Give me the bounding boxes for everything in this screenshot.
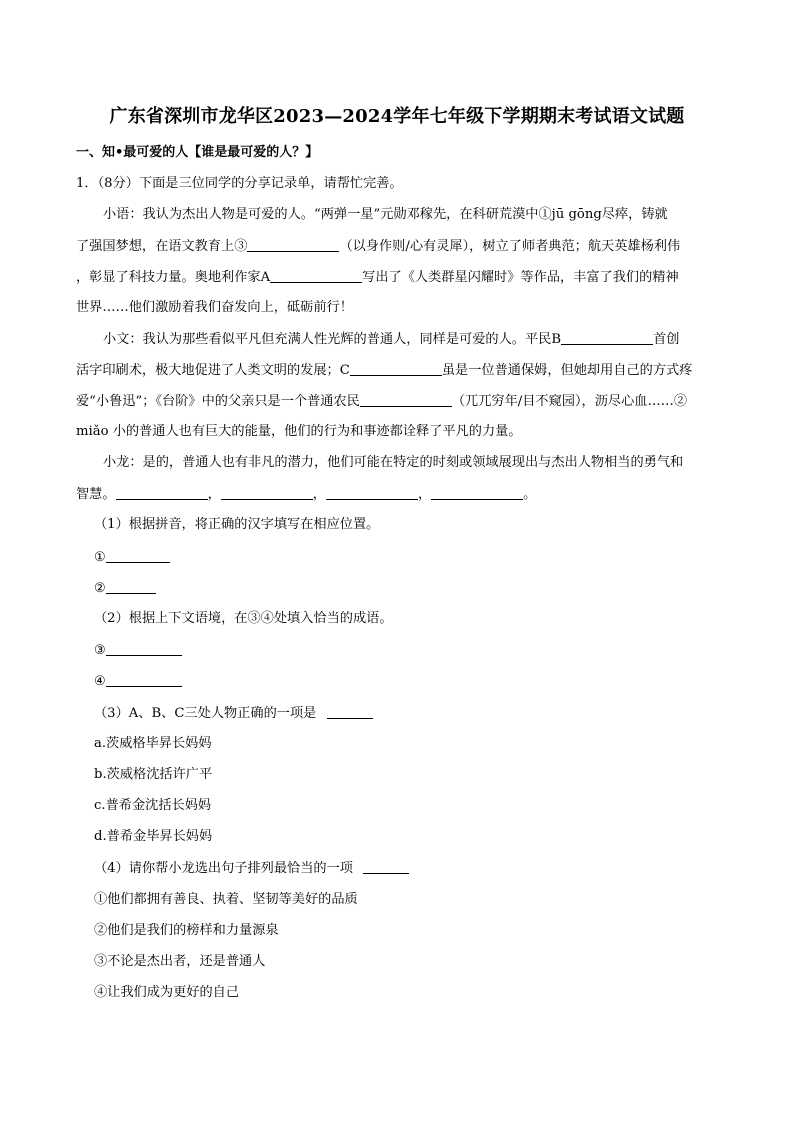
text-segment: （兀兀穷年/目不窥园），沥尽心血……② <box>451 394 688 409</box>
text-segment: 活字印刷术，极大地促进了人类文明的发展；C <box>76 363 350 378</box>
question-stem: 1．（8分）下面是三位同学的分享记录单，请帮忙完善。 <box>76 176 403 191</box>
text-segment: ，彰显了科技力量。奥地利作家A <box>76 270 271 285</box>
answer-blank-c[interactable] <box>350 361 442 376</box>
sentence-blank-2[interactable] <box>221 485 313 500</box>
sub-question-2: （2）根据上下文语境，在③④处填入恰当的成语。 <box>94 611 393 626</box>
circle-number: ① <box>94 550 106 565</box>
answer-blank-a[interactable] <box>270 268 362 283</box>
exam-title: 广东省深圳市龙华区2023—2024学年七年级下学期期末考试语文试题 <box>109 106 685 127</box>
sub-question-1: （1）根据拼音，将正确的汉字填写在相应位置。 <box>94 517 380 532</box>
choice-blank-4[interactable] <box>363 859 409 874</box>
text-segment: （以身作则/心有灵犀），树立了师者典范；航天英雄杨利伟 <box>339 239 681 254</box>
circle-number: ④ <box>94 674 106 689</box>
answer-field-4[interactable] <box>106 672 182 687</box>
sub-question-4 <box>94 859 409 878</box>
sub-question-3 <box>94 704 373 723</box>
paragraph-xiaolong-line2 <box>76 485 536 504</box>
answer-field-1[interactable] <box>106 548 170 563</box>
answer-field-3[interactable] <box>106 641 182 656</box>
sub-question-4-text: （4）请你帮小龙选出句子排列最恰当的一项 <box>94 861 353 876</box>
answer-blank-4[interactable] <box>360 392 452 407</box>
period: 。 <box>523 487 537 502</box>
sentence-3: ③不论是杰出者，还是普通人 <box>94 954 266 969</box>
option-b[interactable]: b.茨威格沈括许广平 <box>94 767 213 782</box>
text-segment: 写出了《人类群星闪耀时》等作品，丰富了我们的精神 <box>362 270 679 285</box>
sentence-blank-4[interactable] <box>431 485 523 500</box>
sentence-4: ④让我们成为更好的自己 <box>94 985 240 1000</box>
paragraph-xiaoyu-line1: 小语：我认为杰出人物是可爱的人。“两弹一星”元勋邓稼先，在科研荒漠中①jū gōng尽瘁，铸就 <box>103 207 668 222</box>
paragraph-xiaoyu-line4: 世界……他们激励着我们奋发向上，砥砺前行！ <box>76 300 353 315</box>
text-segment: 小文：我认为那些看似平凡但充满人性光辉的普通人，同样是可爱的人。平民B <box>103 332 562 347</box>
circle-number: ③ <box>94 643 106 658</box>
sentence-2: ②他们是我们的榜样和力量源泉 <box>94 923 279 938</box>
sentence-1: ①他们都拥有善良、执着、坚韧等美好的品质 <box>94 892 358 907</box>
paragraph-xiaoyu-line3 <box>76 268 679 287</box>
text-segment: 首创 <box>653 332 680 347</box>
paragraph-xiaowen-line2 <box>76 361 692 380</box>
text-segment: 了强国梦想，在语文教育上③ <box>76 239 248 254</box>
answer-line-3 <box>94 641 182 660</box>
paragraph-xiaowen-line1 <box>103 330 679 349</box>
text-segment: 智慧。 <box>76 487 116 502</box>
paragraph-xiaowen-line3 <box>76 392 687 411</box>
comma: ， <box>417 487 432 502</box>
answer-blank-b[interactable] <box>561 330 653 345</box>
answer-line-1 <box>94 548 170 567</box>
comma: ， <box>312 487 326 502</box>
sub-question-3-text: （3）A、B、C三处人物正确的一项是 <box>94 706 317 721</box>
sentence-blank-1[interactable] <box>116 485 208 500</box>
paragraph-xiaolong-line1: 小龙：是的，普通人也有非凡的潜力，他们可能在特定的时刻或领域展现出与杰出人物相当的勇气和 <box>103 455 684 470</box>
text-segment: 虽是一位普通保姆，但她却用自己的方式疼 <box>441 363 693 378</box>
answer-blank-3[interactable] <box>247 237 339 252</box>
answer-line-4 <box>94 672 182 691</box>
answer-field-2[interactable] <box>106 579 156 594</box>
text-segment: 爱“小鲁迅”；《台阶》中的父亲只是一个普通农民 <box>76 394 360 409</box>
paragraph-xiaoyu-line2 <box>76 237 680 256</box>
option-c[interactable]: c.普希金沈括长妈妈 <box>94 798 212 813</box>
choice-blank-3[interactable] <box>327 704 373 719</box>
comma: ， <box>207 487 221 502</box>
circle-number: ② <box>94 581 106 596</box>
sentence-blank-3[interactable] <box>326 485 418 500</box>
option-a[interactable]: a.茨威格毕昇长妈妈 <box>94 736 212 751</box>
paragraph-xiaowen-line4: miǎo 小的普通人也有巨大的能量，他们的行为和事迹都诠释了平凡的力量。 <box>76 424 522 439</box>
section-heading: 一、知•最可爱的人【谁是最可爱的人？】 <box>76 145 319 160</box>
answer-line-2 <box>94 579 156 598</box>
option-d[interactable]: d.普希金毕昇长妈妈 <box>94 829 213 844</box>
